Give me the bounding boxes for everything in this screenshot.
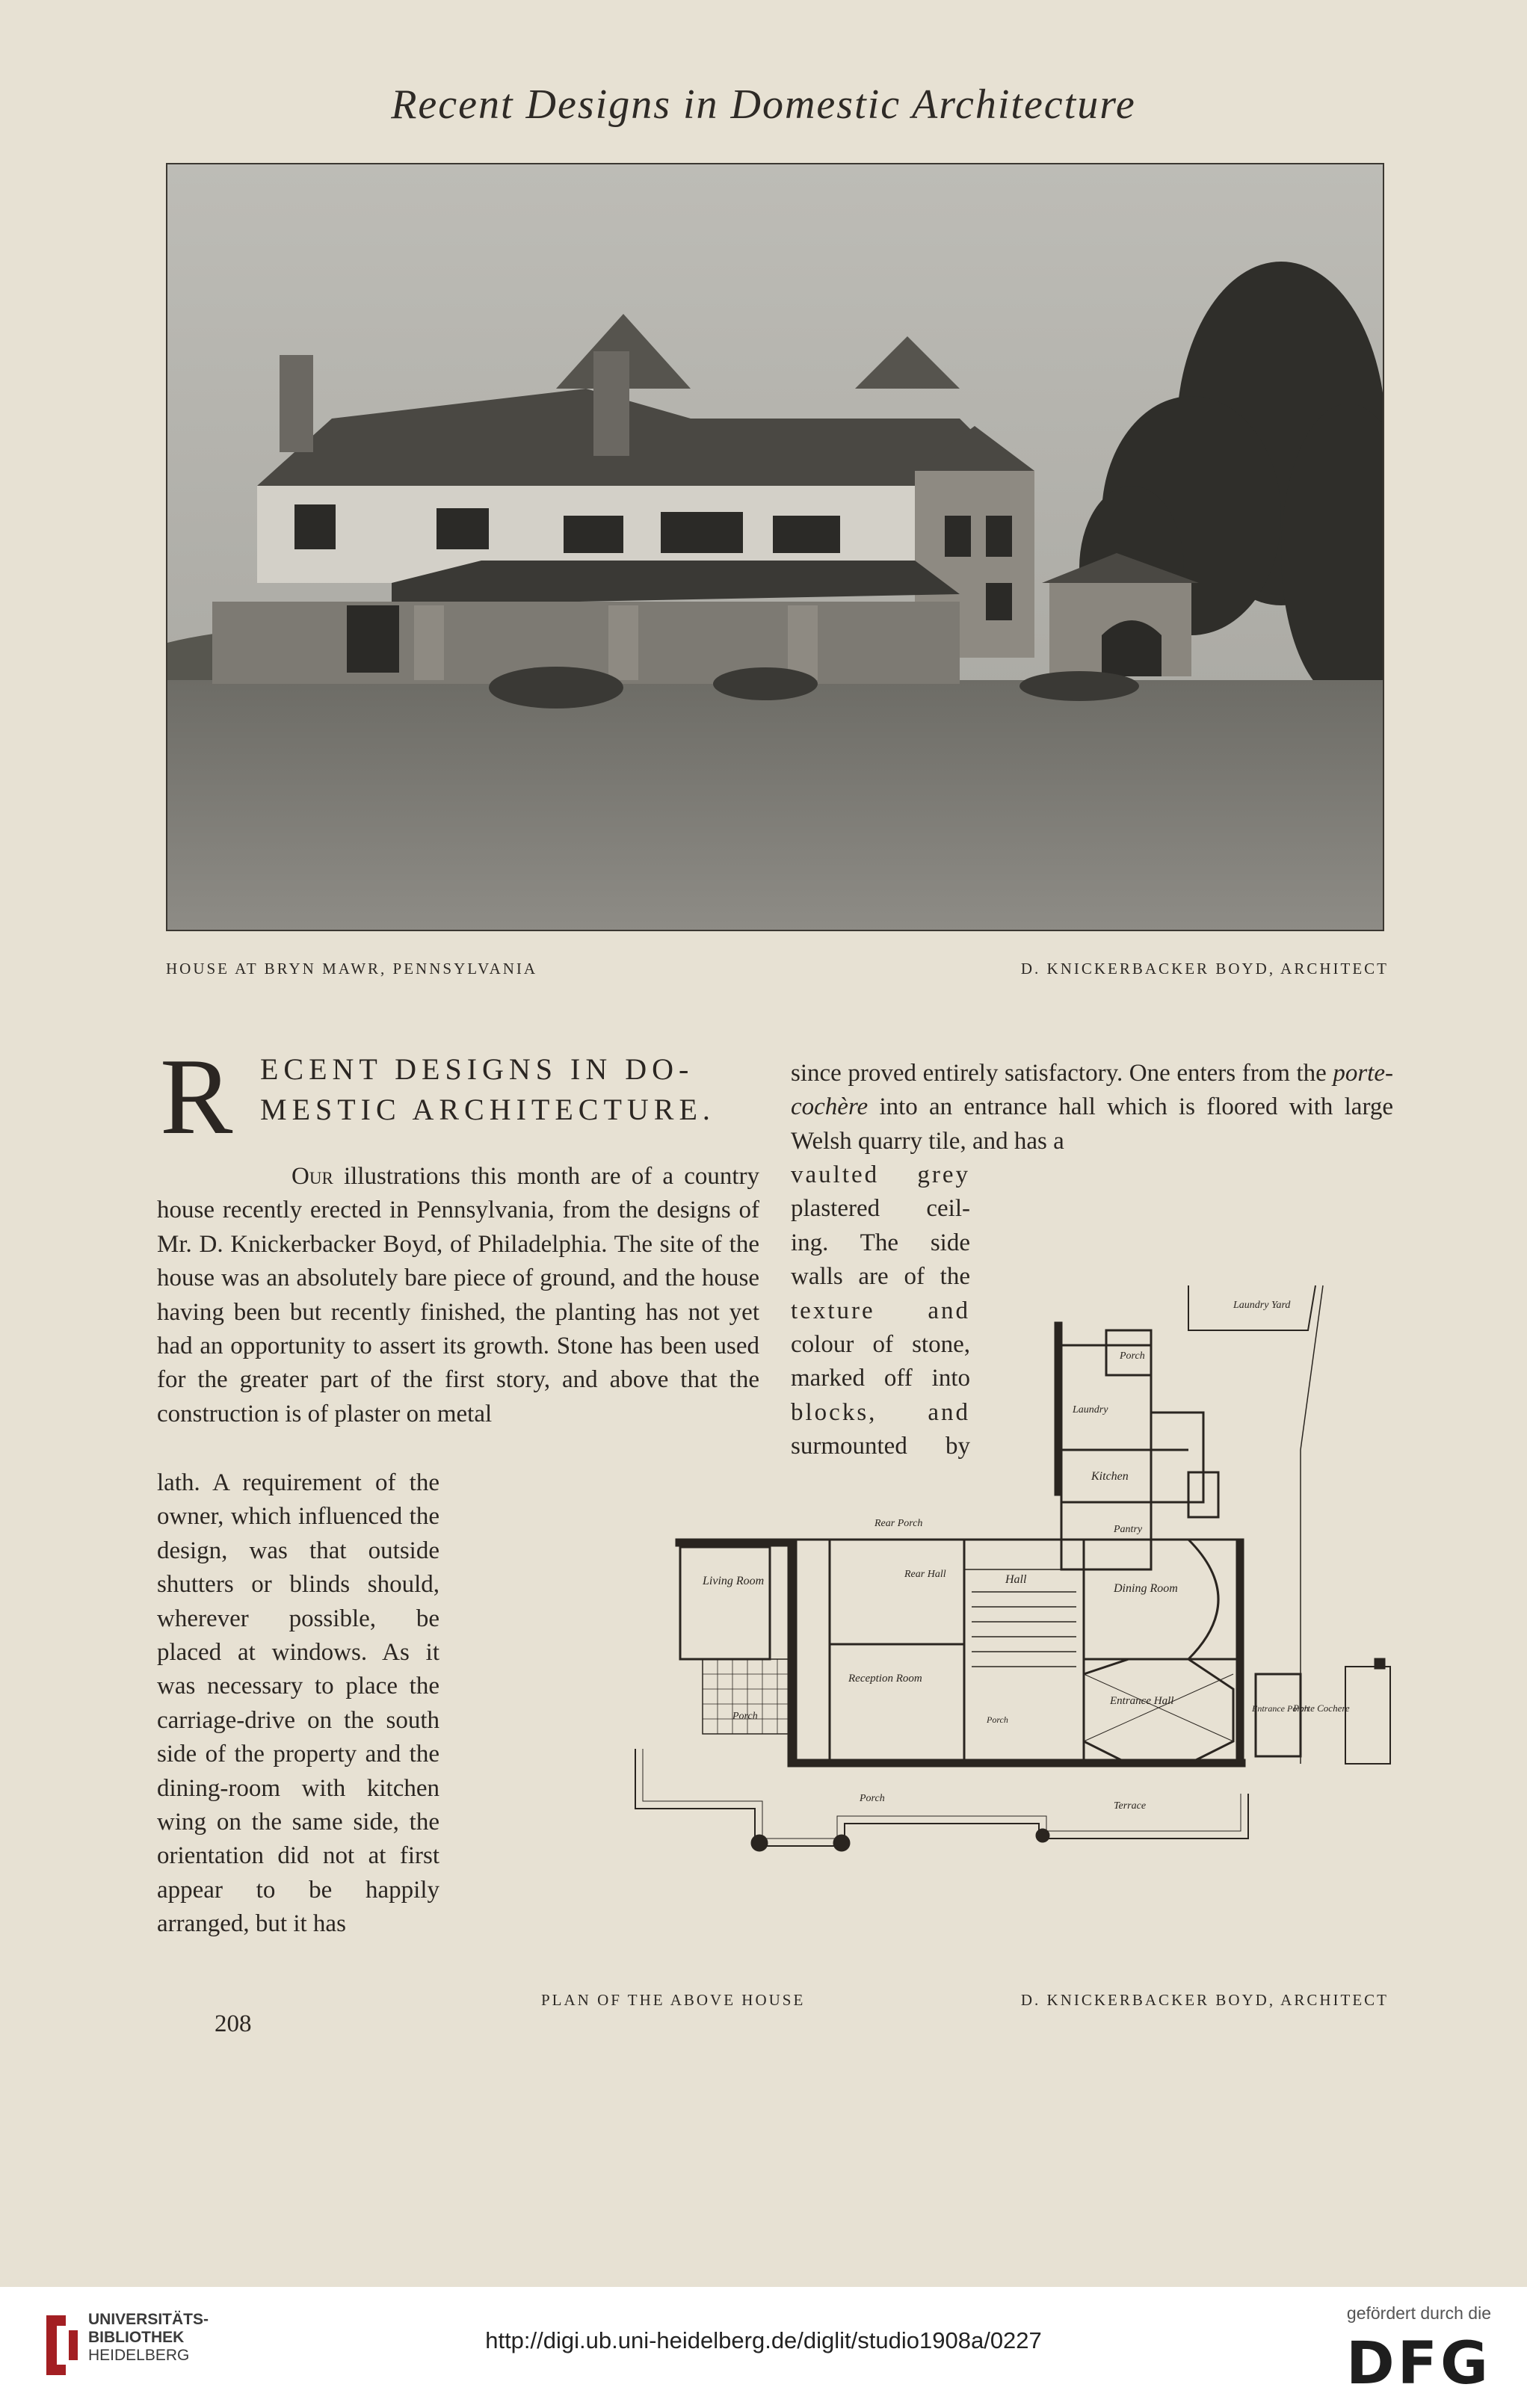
plan-label-porte-cochere: Porte Cochere: [1293, 1702, 1350, 1714]
plan-label-laundry-yard: Laundry Yard: [1233, 1300, 1291, 1311]
page-number: 208: [215, 2010, 252, 2037]
plan-caption-right: D. KNICKERBACKER BOYD, ARCHITECT: [1020, 1991, 1389, 2009]
plan-caption-left: PLAN OF THE ABOVE HOUSE: [541, 1991, 806, 2009]
right-narrow-line: marked off into: [791, 1365, 970, 1392]
plan-label-laundry: Laundry: [1073, 1404, 1108, 1416]
house-photo-drawing: [167, 164, 1384, 931]
plan-label-porch-small: Porch: [987, 1714, 1008, 1725]
right-narrow-line: blocks, and: [791, 1398, 970, 1426]
plan-label-living-room: Living Room: [703, 1575, 765, 1587]
plan-label-reception-room: Reception Room: [848, 1673, 922, 1685]
article-title: [260, 1049, 768, 1130]
article-title-line-2: MESTIC ARCHITECTURE.: [260, 1093, 715, 1126]
left-column-narrow: [157, 1466, 439, 1942]
plan-label-terrace: Terrace: [1114, 1800, 1147, 1812]
right-column-text-2: into an entrance hall which is floored with large Welsh quarry tile, and has a: [791, 1093, 1393, 1155]
lead-small-caps: Our: [291, 1163, 333, 1190]
plan-label-porch-top: Porch: [1120, 1350, 1145, 1362]
plan-label-hall: Hall: [1005, 1573, 1027, 1586]
plan-label-dining-room: Dining Room: [1114, 1582, 1178, 1595]
right-column-top: [791, 1057, 1393, 1158]
funded-by-label: gefördert durch die: [1346, 2303, 1491, 2323]
library-line-1: UNIVERSITÄTS-: [88, 2311, 209, 2328]
right-column-text-1: since proved entirely satisfactory. One enters from the: [791, 1060, 1333, 1087]
floor-plan: [516, 1226, 1398, 1973]
source-url-link[interactable]: http://digi.ub.uni-heidelberg.de/diglit/studio1908a/0227: [485, 2327, 1042, 2353]
right-narrow-line: plastered ceil-: [791, 1195, 970, 1223]
house-photograph: [166, 163, 1384, 931]
right-narrow-line: colour of stone,: [791, 1331, 970, 1359]
library-line-3: HEIDELBERG: [88, 2347, 190, 2364]
right-narrow-line: ing. The side: [791, 1229, 970, 1256]
plan-label-entrance-hall: Entrance Hall: [1110, 1695, 1174, 1707]
plan-label-pantry: Pantry: [1114, 1524, 1143, 1535]
right-narrow-line: vaulted grey: [791, 1161, 970, 1188]
drop-cap: R: [160, 1036, 233, 1157]
photo-caption-left: HOUSE AT BRYN MAWR, PENNSYLVANIA: [166, 960, 538, 978]
running-head: Recent Designs in Domestic Architecture: [391, 81, 1136, 128]
plan-label-entrance-porch: Entrance Porch: [1252, 1703, 1309, 1714]
photo-caption-right: D. KNICKERBACKER BOYD, ARCHITECT: [1020, 960, 1389, 978]
article-title-line-1: ECENT DESIGNS IN DO-: [260, 1052, 694, 1086]
plan-label-porch-left: Porch: [732, 1711, 758, 1722]
plan-label-rear-hall: Rear Hall: [904, 1569, 946, 1580]
left-column-paragraph: illustrations this month are of a country house recently erected in Pennsylvania, from the designs of Mr. D. Knickerbacker Boyd, of Philadelphia. The site of the house was an absolutely bare piece of ground, and the house having been but recently finished, the planting has not yet had an opportunity to assert its growth. Stone has been used for the greater part of the first story, and above that the construction is of plaster on metal: [157, 1163, 759, 1427]
lawn: [167, 680, 1384, 931]
right-narrow-line: surmounted by: [791, 1433, 970, 1460]
plan-label-rear-porch: Rear Porch: [874, 1518, 923, 1529]
right-narrow-line: texture and: [791, 1297, 970, 1324]
plan-label-kitchen: Kitchen: [1091, 1470, 1129, 1483]
dfg-logo: DFG: [1345, 2330, 1491, 2398]
plan-label-porch-center: Porch: [860, 1793, 885, 1804]
right-narrow-line: walls are of the: [791, 1263, 970, 1291]
porte-cochere-italic: porte-cochère: [791, 1060, 1393, 1121]
left-column-narrow-text: lath. A requirement of the owner, which influenced the design, was that outside shutters or blinds should, wherever possible, be placed at windows. As it was necessary to place the carriage-drive on the south side of the property and the dining-room with kitchen wing on the same side, the orientation did not at first appear to be happily arranged, but it has: [157, 1469, 439, 1938]
library-line-2: BIBLIOTHEK: [88, 2329, 185, 2346]
